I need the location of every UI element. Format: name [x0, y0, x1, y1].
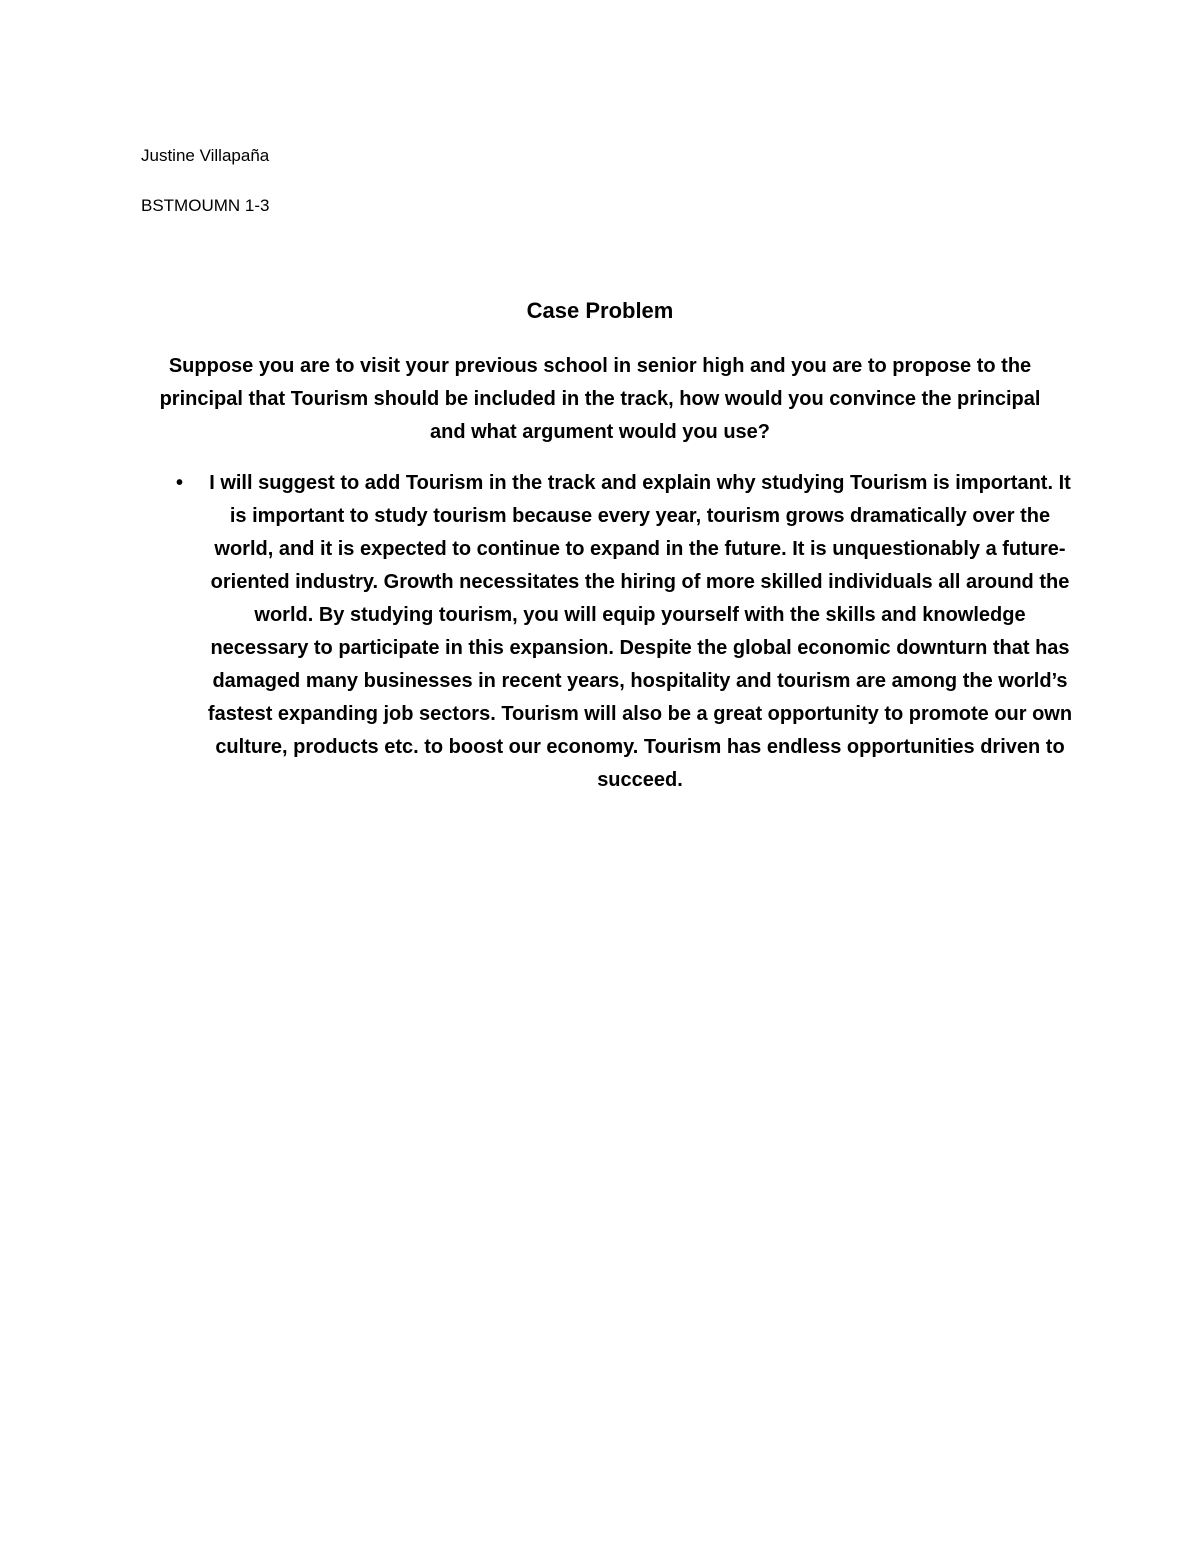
case-question: Suppose you are to visit your previous school in senior high and you are to propose to the principal that Tourism should be included in the track, how would you convince the principal and what argument would you use? — [159, 355, 1041, 443]
course-section: BSTMOUMN 1-3 — [141, 196, 270, 215]
bullet-marker: • — [176, 472, 184, 494]
answer-paragraph: I will suggest to add Tourism in the track and explain why studying Tourism is important. It is important to study tourism because every year, tourism grows dramatically over the world, and it is expected to continue to expand in the future. It is unquestionably a future-oriented industry. Growth necessitates the hiring of more skilled individuals all around the world. By studying tourism, you will equip yourself with the skills and knowledge necessary to participate in this expansion. Despite the global economic downturn that has damaged many businesses in recent years, hospitality and tourism are among the world’s fastest expanding job sectors. Tourism will also be a great opportunity to promote our own culture, products etc. to boost our economy. Tourism has endless opportunities driven to succeed. — [207, 472, 1073, 791]
document-title: Case Problem — [526, 298, 674, 323]
author-name: Justine Villapaña — [141, 146, 270, 165]
